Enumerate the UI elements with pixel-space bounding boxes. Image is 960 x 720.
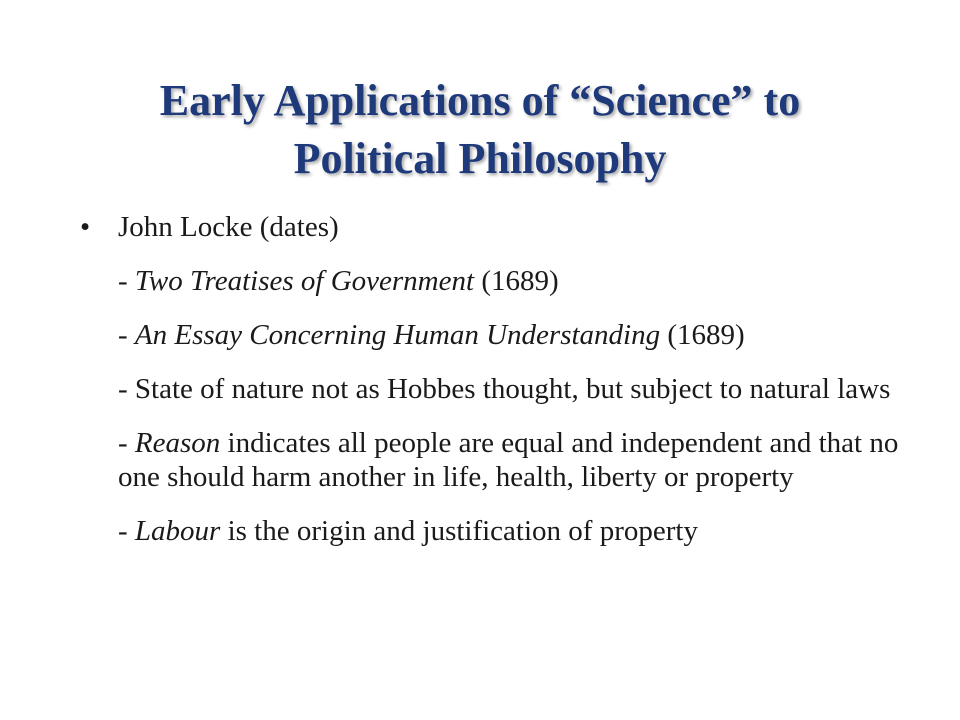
subpoint-3 <box>80 372 900 406</box>
bullet-text: John Locke (dates) <box>118 211 339 243</box>
subpoint-text: (1689) <box>474 265 559 297</box>
subpoint-italic: Labour <box>134 515 221 547</box>
subpoint-prefix: - <box>118 515 135 547</box>
subpoint-text: is the origin and justification of property <box>220 515 698 547</box>
subpoint-italic: An Essay Concerning Human Understanding <box>134 319 661 351</box>
subpoint-prefix: - <box>118 319 135 351</box>
bullet-icon: • <box>80 211 91 243</box>
bullet-item <box>80 210 900 244</box>
slide-title <box>60 72 900 188</box>
subpoint-2 <box>80 318 900 352</box>
title-line-1: Early Applications of “Science” to <box>159 76 801 125</box>
subpoint-italic: Two Treatises of Government <box>134 265 475 297</box>
subpoint-text: State of nature not as Hobbes thought, but subject to natural laws <box>134 373 891 405</box>
subpoint-italic: Reason <box>134 427 221 459</box>
subpoint-5 <box>80 514 900 548</box>
subpoint-4 <box>80 426 900 494</box>
subpoint-prefix: - <box>118 373 135 405</box>
subpoint-prefix: - <box>118 427 135 459</box>
title-line-2: Political Philosophy <box>293 134 667 183</box>
subpoint-text: indicates all people are equal and independent and that no one should harm another in life, health, liberty or property <box>118 427 899 493</box>
subpoint-text: (1689) <box>660 319 745 351</box>
slide-body <box>80 210 900 568</box>
subpoint-prefix: - <box>118 265 135 297</box>
subpoint-1 <box>80 264 900 298</box>
